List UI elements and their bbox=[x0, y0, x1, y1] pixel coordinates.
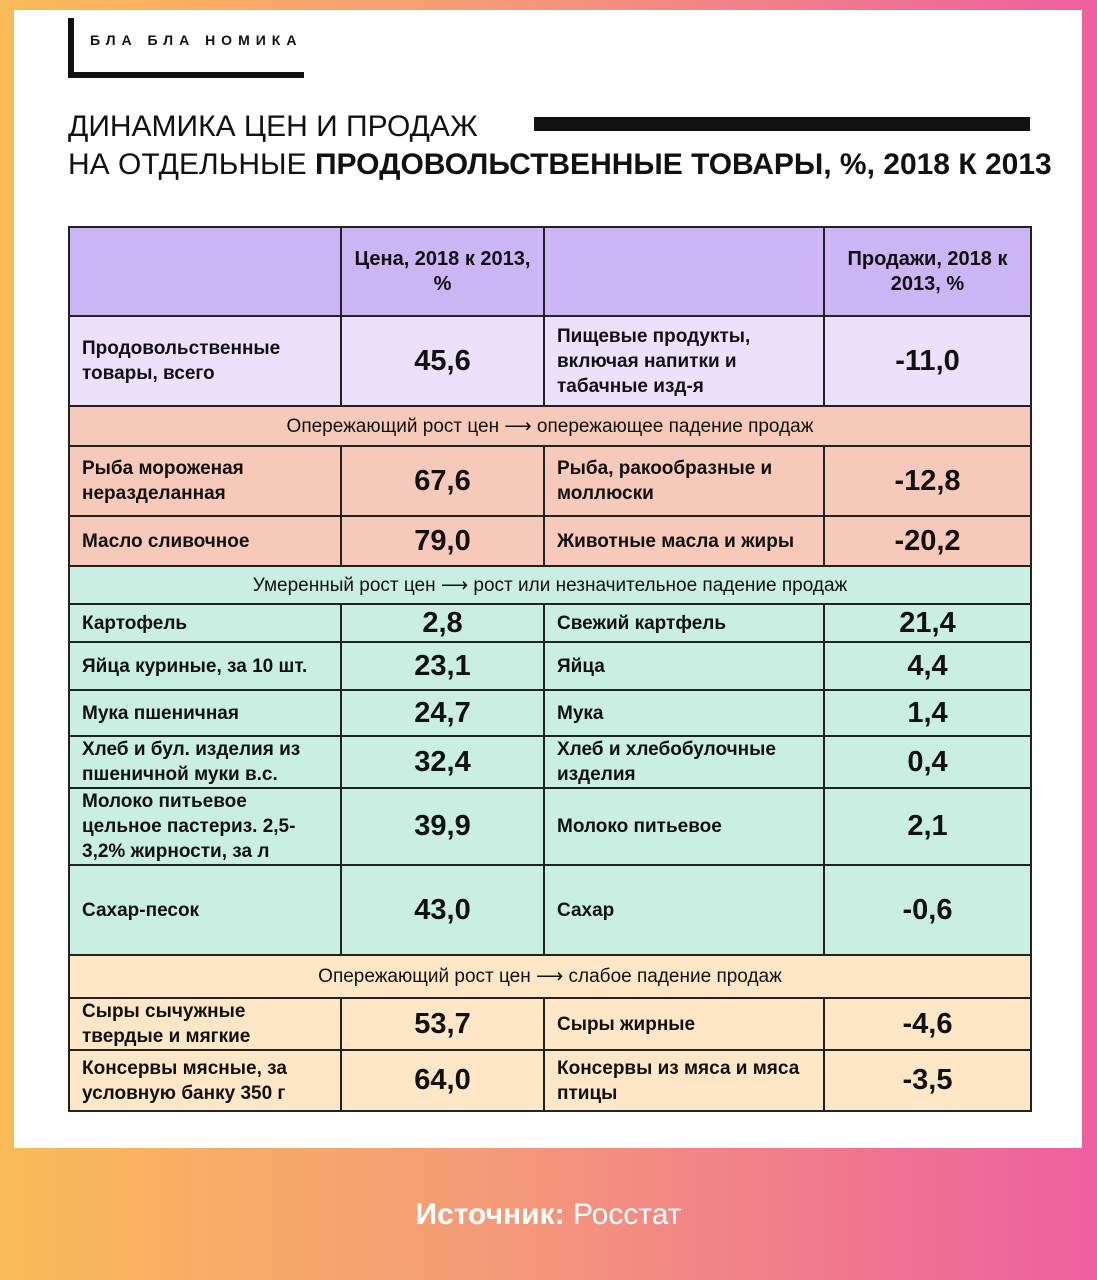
sales-item: Консервы из мяса и мяса птицы bbox=[544, 1050, 824, 1111]
source-value: Росстат bbox=[564, 1198, 682, 1231]
sales-item: Яйца bbox=[544, 642, 824, 690]
logo-text: БЛА БЛА НОМИКА bbox=[90, 32, 303, 48]
source bbox=[0, 1198, 1097, 1232]
table-row bbox=[69, 865, 1031, 955]
table-row bbox=[69, 642, 1031, 690]
header-cell bbox=[544, 227, 824, 316]
total-row bbox=[69, 316, 1031, 406]
price: 79,0 bbox=[341, 516, 544, 566]
title-line2: НА ОТДЕЛЬНЫЕ bbox=[68, 148, 315, 181]
sales: 4,4 bbox=[824, 642, 1031, 690]
group-band bbox=[69, 566, 1031, 604]
price: 45,6 bbox=[341, 316, 544, 406]
logo bbox=[68, 18, 304, 78]
table-row bbox=[69, 604, 1031, 642]
price: 39,9 bbox=[341, 788, 544, 865]
sales: 21,4 bbox=[824, 604, 1031, 642]
item: Консервы мясные, за условную банку 350 г bbox=[69, 1050, 341, 1111]
item: Сыры сычужные твердые и мягкие bbox=[69, 998, 341, 1050]
sales: -4,6 bbox=[824, 998, 1031, 1050]
sales-item: Молоко питьевое bbox=[544, 788, 824, 865]
item: Хлеб и бул. изделия из пшеничной муки в.с. bbox=[69, 736, 341, 788]
item: Масло сливочное bbox=[69, 516, 341, 566]
data-table bbox=[68, 226, 1032, 1112]
title-line1: ДИНАМИКА ЦЕН И ПРОДАЖ bbox=[68, 110, 478, 143]
sales-item: Сыры жирные bbox=[544, 998, 824, 1050]
price: 43,0 bbox=[341, 865, 544, 955]
sales-item: Сахар bbox=[544, 865, 824, 955]
header-sales: Продажи, 2018 к 2013, % bbox=[824, 227, 1031, 316]
sales-item: Пищевые продукты, включая напитки и табачные изд-я bbox=[544, 316, 824, 406]
header-cell bbox=[69, 227, 341, 316]
sales-item: Животные масла и жиры bbox=[544, 516, 824, 566]
sales: 1,4 bbox=[824, 690, 1031, 736]
item: Яйца куриные, за 10 шт. bbox=[69, 642, 341, 690]
sales-item: Свежий картфель bbox=[544, 604, 824, 642]
group-band bbox=[69, 406, 1031, 446]
price: 64,0 bbox=[341, 1050, 544, 1111]
sales-item: Рыба, ракообразные и моллюски bbox=[544, 446, 824, 516]
sales: -12,8 bbox=[824, 446, 1031, 516]
group-label: Опережающий рост цен ⟶ опережающее падение продаж bbox=[69, 406, 1031, 446]
sales: -20,2 bbox=[824, 516, 1031, 566]
sales-item: Мука bbox=[544, 690, 824, 736]
price: 32,4 bbox=[341, 736, 544, 788]
title-bar bbox=[534, 117, 1030, 131]
group-band bbox=[69, 955, 1031, 998]
sales-item: Хлеб и хлебобулочные изделия bbox=[544, 736, 824, 788]
item: Мука пшеничная bbox=[69, 690, 341, 736]
group-label: Опережающий рост цен ⟶ слабое падение продаж bbox=[69, 955, 1031, 998]
table-row bbox=[69, 998, 1031, 1050]
sales: -0,6 bbox=[824, 865, 1031, 955]
price: 23,1 bbox=[341, 642, 544, 690]
table-row bbox=[69, 1050, 1031, 1111]
sales: 2,1 bbox=[824, 788, 1031, 865]
table-row bbox=[69, 446, 1031, 516]
sales: -3,5 bbox=[824, 1050, 1031, 1111]
title-line2-bold: ПРОДОВОЛЬСТВЕННЫЕ ТОВАРЫ, %, 2018 К 2013 bbox=[314, 148, 1052, 181]
item: Сахар-песок bbox=[69, 865, 341, 955]
source-label: Источник: bbox=[415, 1198, 565, 1231]
header-price: Цена, 2018 к 2013, % bbox=[341, 227, 544, 316]
header-row bbox=[69, 227, 1031, 316]
sales: -11,0 bbox=[824, 316, 1031, 406]
table-row bbox=[69, 788, 1031, 865]
item: Продовольственные товары, всего bbox=[69, 316, 341, 406]
table-row bbox=[69, 736, 1031, 788]
item: Молоко питьевое цельное пастериз. 2,5-3,2% жирности, за л bbox=[69, 788, 341, 865]
item: Картофель bbox=[69, 604, 341, 642]
item: Рыба мороженая неразделанная bbox=[69, 446, 341, 516]
sales: 0,4 bbox=[824, 736, 1031, 788]
group-label: Умеренный рост цен ⟶ рост или незначительное падение продаж bbox=[69, 566, 1031, 604]
table-row bbox=[69, 516, 1031, 566]
price: 24,7 bbox=[341, 690, 544, 736]
price: 2,8 bbox=[341, 604, 544, 642]
price: 53,7 bbox=[341, 998, 544, 1050]
table-row bbox=[69, 690, 1031, 736]
price: 67,6 bbox=[341, 446, 544, 516]
